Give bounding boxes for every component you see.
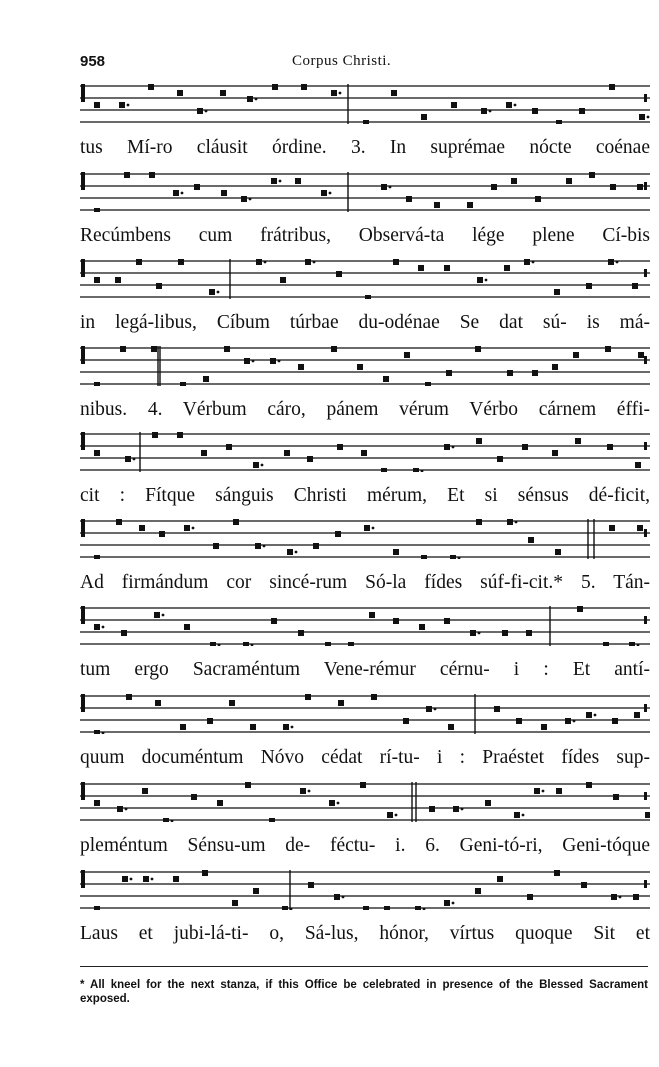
neume-icon: [581, 882, 587, 888]
neume-icon: [470, 630, 476, 636]
neume-icon: [300, 788, 306, 794]
neume-icon: [270, 358, 276, 364]
neume-icon: [575, 438, 581, 444]
neume-icon: [507, 519, 513, 525]
neume-icon: [387, 812, 393, 818]
staff: [80, 428, 650, 472]
page-header: [80, 53, 650, 75]
neume-icon: [413, 468, 419, 472]
neume-icon: [94, 382, 100, 386]
neume-icon: [142, 788, 148, 794]
neume-icon: [287, 549, 293, 555]
neume-icon: [295, 178, 301, 184]
neume-icon: [119, 102, 125, 108]
neume-icon: [159, 531, 165, 537]
neume-icon: [589, 172, 595, 178]
neume-icon: [152, 432, 158, 438]
neume-icon: [117, 806, 123, 812]
neume-icon: [217, 800, 223, 806]
neume-icon: [645, 812, 650, 818]
neume-icon: [586, 782, 592, 788]
neume-icon: [444, 900, 450, 906]
neume-icon: [202, 870, 208, 876]
neume-icon: [177, 432, 183, 438]
neume-icon: [524, 259, 530, 265]
neume-icon: [334, 894, 340, 900]
neume-icon: [365, 295, 371, 299]
neume-icon: [605, 346, 611, 352]
neume-icon: [94, 450, 100, 456]
neume-icon: [120, 346, 126, 352]
neume-icon: [191, 794, 197, 800]
staff: [80, 80, 650, 124]
neume-icon: [383, 376, 389, 382]
neume-icon: [425, 382, 431, 386]
neume-icon: [566, 178, 572, 184]
neume-icon: [494, 706, 500, 712]
neume-icon: [250, 724, 256, 730]
neume-icon: [633, 894, 639, 900]
neume-icon: [527, 894, 533, 900]
neume-icon: [586, 283, 592, 289]
neume-icon: [522, 444, 528, 450]
lyric-line: quum documéntum Nóvo cédat rí-tu- i : Praéstet fídes sup-: [80, 747, 650, 768]
neume-icon: [384, 906, 390, 910]
neume-icon: [244, 358, 250, 364]
neume-icon: [307, 456, 313, 462]
neume-icon: [554, 870, 560, 876]
neume-icon: [124, 172, 130, 178]
neume-icon: [233, 519, 239, 525]
neume-icon: [535, 196, 541, 202]
neume-icon: [284, 450, 290, 456]
neume-icon: [139, 525, 145, 531]
neume-icon: [213, 543, 219, 549]
neume-icon: [629, 642, 635, 646]
neume-icon: [577, 606, 583, 612]
neume-icon: [586, 712, 592, 718]
neume-icon: [393, 618, 399, 624]
neume-icon: [125, 456, 131, 462]
neume-icon: [393, 549, 399, 555]
neume-icon: [331, 346, 337, 352]
neume-icon: [336, 271, 342, 277]
lyric-line: pleméntum Sénsu-um de- féctu- i. 6. Geni-tó-ri, Geni-tóque: [80, 835, 650, 856]
staff: [80, 168, 650, 212]
neume-icon: [608, 259, 614, 265]
neume-icon: [467, 202, 473, 208]
neume-icon: [481, 108, 487, 114]
staff: [80, 255, 650, 299]
lyric-line: cit : Fítque sánguis Christi mérum, Et si sénsus dé-ficit,: [80, 485, 650, 506]
custos-icon: [644, 356, 647, 364]
neume-icon: [638, 352, 644, 358]
neume-icon: [173, 876, 179, 882]
neume-icon: [497, 456, 503, 462]
neume-icon: [283, 724, 289, 730]
neume-icon: [220, 90, 226, 96]
neume-icon: [491, 184, 497, 190]
neume-icon: [121, 630, 127, 636]
neume-icon: [369, 612, 375, 618]
neume-icon: [485, 800, 491, 806]
neume-icon: [421, 555, 427, 559]
neume-icon: [155, 700, 161, 706]
neume-icon: [634, 712, 640, 718]
neume-icon: [565, 718, 571, 724]
footnote-rule: [80, 966, 648, 967]
neume-icon: [154, 612, 160, 618]
lyric-line: tus Mí-ro cláusit órdine. 3. In suprémae nócte coénae: [80, 137, 650, 158]
neume-icon: [201, 450, 207, 456]
neume-icon: [173, 190, 179, 196]
neume-icon: [256, 259, 262, 265]
neume-icon: [308, 882, 314, 888]
staff: [80, 866, 650, 910]
neume-icon: [444, 265, 450, 271]
neume-icon: [381, 184, 387, 190]
neume-icon: [415, 906, 421, 910]
neume-icon: [477, 277, 483, 283]
neume-icon: [612, 718, 618, 724]
clef-icon: [81, 432, 85, 450]
neume-icon: [637, 184, 643, 190]
neume-icon: [282, 906, 288, 910]
neume-icon: [229, 700, 235, 706]
neume-icon: [298, 630, 304, 636]
neume-icon: [514, 812, 520, 818]
custos-icon: [644, 269, 647, 277]
clef-icon: [81, 346, 85, 364]
neume-icon: [475, 888, 481, 894]
neume-icon: [329, 800, 335, 806]
neume-icon: [232, 900, 238, 906]
clef-icon: [81, 84, 85, 102]
neume-icon: [610, 184, 616, 190]
neume-icon: [122, 876, 128, 882]
custos-icon: [644, 442, 647, 450]
neume-icon: [136, 259, 142, 265]
neume-icon: [421, 114, 427, 120]
neume-icon: [532, 108, 538, 114]
neume-icon: [151, 346, 157, 352]
neume-icon: [381, 468, 387, 472]
neume-icon: [126, 694, 132, 700]
neume-icon: [305, 694, 311, 700]
lyric-line: in legá-libus, Cíbum túrbae du-odénae Se dat sú- is má-: [80, 312, 650, 333]
neume-icon: [253, 888, 259, 894]
neume-icon: [552, 364, 558, 370]
neume-icon: [429, 806, 435, 812]
neume-icon: [148, 84, 154, 90]
neume-icon: [271, 618, 277, 624]
neume-icon: [532, 370, 538, 376]
neume-icon: [337, 444, 343, 450]
neume-icon: [221, 190, 227, 196]
neume-icon: [444, 444, 450, 450]
custos-icon: [644, 792, 647, 800]
custos-icon: [644, 94, 647, 102]
neume-icon: [325, 642, 331, 646]
neume-icon: [357, 364, 363, 370]
staff: [80, 690, 650, 734]
neume-icon: [426, 706, 432, 712]
neume-icon: [115, 277, 121, 283]
neume-icon: [364, 525, 370, 531]
neume-icon: [502, 630, 508, 636]
neume-icon: [348, 642, 354, 646]
neume-icon: [573, 352, 579, 358]
staff: [80, 515, 650, 559]
neume-icon: [507, 370, 513, 376]
lyric-line: Recúmbens cum frátribus, Observá-ta lége plene Cí-bis: [80, 225, 650, 246]
neume-icon: [556, 120, 562, 124]
neume-icon: [419, 624, 425, 630]
custos-icon: [644, 880, 647, 888]
neume-icon: [177, 90, 183, 96]
neume-icon: [541, 724, 547, 730]
neume-icon: [556, 788, 562, 794]
neume-icon: [94, 277, 100, 283]
neume-icon: [453, 806, 459, 812]
neume-icon: [635, 462, 641, 468]
neume-icon: [448, 724, 454, 730]
neume-icon: [475, 346, 481, 352]
neume-icon: [371, 694, 377, 700]
neume-icon: [203, 376, 209, 382]
neume-icon: [143, 876, 149, 882]
neume-icon: [253, 462, 259, 468]
neume-icon: [245, 782, 251, 788]
neume-icon: [363, 120, 369, 124]
custos-icon: [644, 704, 647, 712]
custos-icon: [644, 182, 647, 190]
clef-icon: [81, 606, 85, 624]
neume-icon: [391, 90, 397, 96]
neume-icon: [180, 724, 186, 730]
clef-icon: [81, 519, 85, 537]
neume-icon: [554, 289, 560, 295]
neume-icon: [163, 818, 169, 822]
neume-icon: [476, 438, 482, 444]
neume-icon: [579, 108, 585, 114]
custos-icon: [644, 529, 647, 537]
neume-icon: [94, 624, 100, 630]
neume-icon: [272, 84, 278, 90]
neume-icon: [361, 450, 367, 456]
footnote: * All kneel for the next stanza, if this Office be celebrated in presence of the Blessed Sacrament exposed.: [80, 979, 648, 1005]
neume-icon: [451, 102, 457, 108]
neume-icon: [226, 444, 232, 450]
neume-icon: [116, 519, 122, 525]
neume-icon: [180, 382, 186, 386]
clef-icon: [81, 870, 85, 888]
neume-icon: [247, 96, 253, 102]
page-number: 958: [80, 53, 106, 70]
staff: [80, 778, 650, 822]
neume-icon: [210, 642, 216, 646]
neume-icon: [434, 202, 440, 208]
lyric-line: Ad firmándum cor sincé-rum Só-la fídes súf-fi-cit.* 5. Tán-: [80, 572, 650, 593]
neume-icon: [497, 876, 503, 882]
neume-icon: [194, 184, 200, 190]
running-title: Corpus Christi.: [292, 53, 392, 69]
neume-icon: [603, 642, 609, 646]
clef-icon: [81, 172, 85, 190]
neume-icon: [156, 283, 162, 289]
neume-icon: [404, 352, 410, 358]
neume-icon: [184, 525, 190, 531]
neume-icon: [609, 525, 615, 531]
neume-icon: [555, 549, 561, 555]
neume-icon: [444, 618, 450, 624]
neume-icon: [207, 718, 213, 724]
neume-icon: [94, 730, 100, 734]
neume-icon: [94, 800, 100, 806]
neume-icon: [516, 718, 522, 724]
neume-icon: [298, 364, 304, 370]
neume-icon: [403, 718, 409, 724]
neume-icon: [269, 818, 275, 822]
staff: [80, 602, 650, 646]
staff: [80, 342, 650, 386]
neume-icon: [197, 108, 203, 114]
neume-icon: [241, 196, 247, 202]
neume-icon: [94, 555, 100, 559]
neume-icon: [313, 543, 319, 549]
neume-icon: [94, 208, 100, 212]
neume-icon: [632, 283, 638, 289]
neume-icon: [305, 259, 311, 265]
neume-icon: [94, 102, 100, 108]
neume-icon: [338, 700, 344, 706]
neume-icon: [243, 642, 249, 646]
neume-icon: [335, 531, 341, 537]
neume-icon: [450, 555, 456, 559]
neume-icon: [476, 519, 482, 525]
clef-icon: [81, 694, 85, 712]
neume-icon: [321, 190, 327, 196]
neume-icon: [301, 84, 307, 90]
neume-icon: [149, 172, 155, 178]
neume-icon: [94, 906, 100, 910]
neume-icon: [280, 277, 286, 283]
neume-icon: [611, 894, 617, 900]
clef-icon: [81, 259, 85, 277]
neume-icon: [184, 624, 190, 630]
neume-icon: [331, 90, 337, 96]
neume-icon: [360, 782, 366, 788]
neume-icon: [406, 196, 412, 202]
neume-icon: [609, 84, 615, 90]
neume-icon: [271, 178, 277, 184]
neume-icon: [446, 370, 452, 376]
neume-icon: [639, 114, 645, 120]
neume-icon: [613, 794, 619, 800]
neume-icon: [607, 444, 613, 450]
lyric-line: tum ergo Sacraméntum Vene-rémur cérnu- i : Et antí-: [80, 659, 650, 680]
clef-icon: [81, 782, 85, 800]
lyric-line: Laus et jubi-lá-ti- o, Sá-lus, hónor, vírtus quoque Sit et: [80, 923, 650, 944]
custos-icon: [644, 616, 647, 624]
neume-icon: [178, 259, 184, 265]
neume-icon: [504, 265, 510, 271]
neume-icon: [418, 265, 424, 271]
neume-icon: [255, 543, 261, 549]
neume-icon: [363, 906, 369, 910]
neume-icon: [528, 537, 534, 543]
neume-icon: [506, 102, 512, 108]
neume-icon: [637, 525, 643, 531]
neume-icon: [511, 178, 517, 184]
neume-icon: [534, 788, 540, 794]
neume-icon: [526, 630, 532, 636]
neume-icon: [393, 259, 399, 265]
neume-icon: [224, 346, 230, 352]
lyric-line: nibus. 4. Vérbum cáro, pánem vérum Vérbo cárnem éffi-: [80, 399, 650, 420]
neume-icon: [552, 450, 558, 456]
neume-icon: [209, 289, 215, 295]
